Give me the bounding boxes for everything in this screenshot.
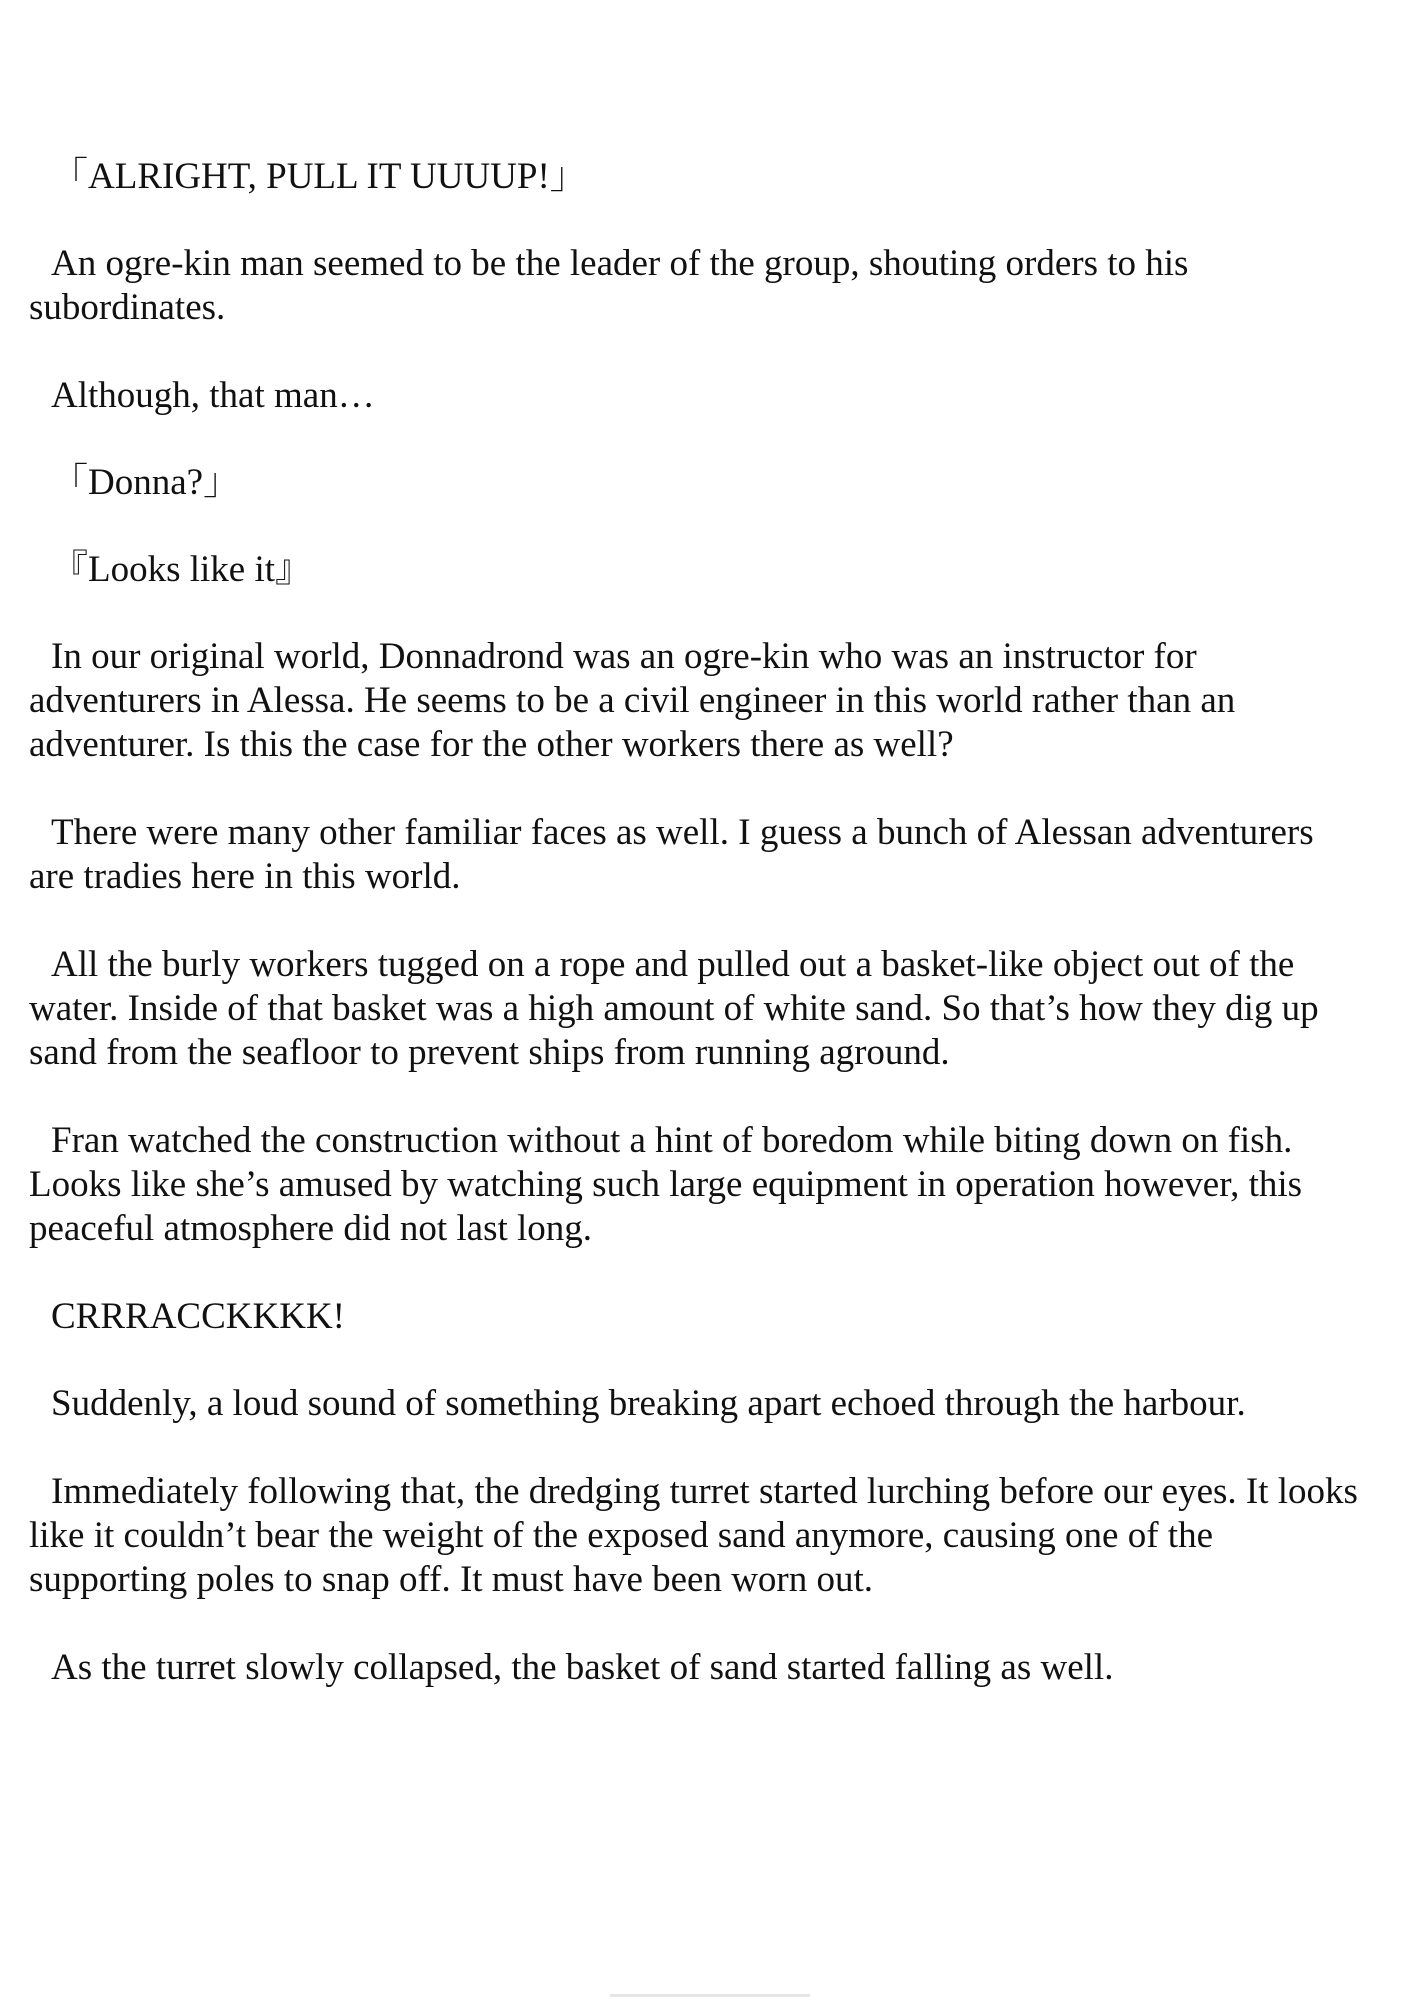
dialogue-donna: 「Donna?」 <box>51 462 241 503</box>
paragraph-immediately: Immediately following that, the dredging turret started lurching before our eyes. It looks like it couldn’t bear the weight of the exposed sand anymore, causing one of the supporting poles to snap off. It must have been worn out. <box>29 1471 1358 1600</box>
sound-effect-crack: CRRRACCKKKK! <box>51 1296 345 1337</box>
dialogue-alright: 「ALRIGHT, PULL IT UUUUP!」 <box>51 156 587 197</box>
paragraph-original-world: In our original world, Donnadrond was an ogre-kin who was an instructor for adventurers in Alessa. He seems to be a civil engineer in this world rather than an adventurer. Is this the case for the other workers there as well? <box>29 636 1236 765</box>
paragraph-suddenly: Suddenly, a loud sound of something breaking apart echoed through the harbour. <box>51 1383 1246 1424</box>
paragraph-familiar-faces: There were many other familiar faces as well. I guess a bunch of Alessan adventurers are tradies here in this world. <box>29 812 1314 897</box>
paragraph-turret-collapsed: As the turret slowly collapsed, the basket of sand started falling as well. <box>51 1647 1114 1688</box>
dialogue-looks-like-it: 『Looks like it』 <box>51 549 313 590</box>
paragraph-ogre-leader: An ogre-kin man seemed to be the leader of the group, shouting orders to his subordinates. <box>29 243 1189 328</box>
document-body <box>29 155 1359 1733</box>
paragraph-although: Although, that man… <box>51 375 375 416</box>
paragraph-fran-watched: Fran watched the construction without a hint of boredom while biting down on fish. Looks like she’s amused by watching such large equipment in operation however, this peaceful atmosphere did not last long. <box>29 1120 1303 1249</box>
paragraph-burly-workers: All the burly workers tugged on a rope and pulled out a basket-like object out of the water. Inside of that basket was a high amount of white sand. So that’s how they dig up sand from the seafloor to prevent ships from running aground. <box>29 944 1319 1073</box>
page-bottom-divider <box>610 1994 810 1997</box>
